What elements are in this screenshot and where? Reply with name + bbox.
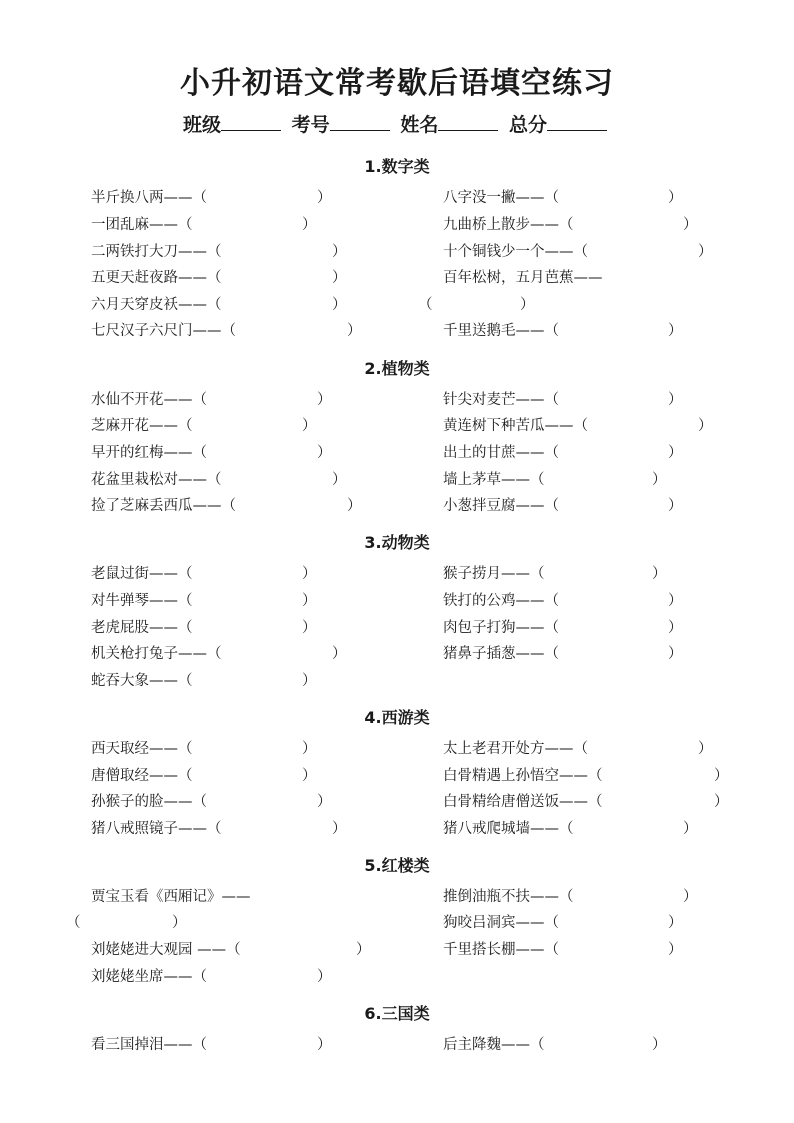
student-info-line [0,110,794,137]
proverb-item: 半斤换八两——（ [91,190,207,206]
proverb-item: 白骨精遇上孙悟空——（ [443,768,603,784]
score-label: 总分 [508,114,547,136]
section-heading-three-kingdoms: 6.三国类 [364,1004,430,1023]
paren-close: ） [317,794,332,810]
proverb-item: 小葱拌豆腐——（ [443,498,559,514]
proverb-item: 九曲桥上散步——（ [443,217,574,233]
proverb-item: 看三国掉泪——（ [91,1037,207,1053]
paren-close: ） [317,1037,332,1053]
paren-close: ） [698,244,713,260]
paren-close: ） [652,1037,667,1053]
proverb-item: 后主降魏——（ [443,1037,545,1053]
paren-close: ） [302,673,317,689]
proverb-item: 刘姥姥坐席——（ [91,969,207,985]
proverb-item: 机关枪打兔子——（ [91,646,222,662]
section-heading-journey-west: 4.西游类 [364,708,430,727]
name-blank[interactable] [438,112,498,131]
proverb-item: 贾宝玉看《西厢记》—— [91,889,251,905]
paren-close: ） [332,270,347,286]
paren-close: ） [302,620,317,636]
paren-close: ） [683,889,698,905]
paren-open: （ [66,915,81,931]
proverb-item: 芝麻开花——（ [91,418,193,434]
paren-open: （ [418,297,433,313]
page-title: 小升初语文常考歇后语填空练习 [180,66,614,101]
paren-close: ） [668,915,683,931]
proverb-item: 老鼠过街——（ [91,566,193,582]
proverb-item: 狗咬吕洞宾——（ [443,915,559,931]
paren-close: ） [520,297,535,313]
section-heading-numbers: 1.数字类 [364,157,430,176]
paren-close: ） [317,969,332,985]
paren-close: ） [317,392,332,408]
proverb-item: 猪鼻子插葱——（ [443,646,559,662]
section-heading-red-chamber: 5.红楼类 [364,856,430,875]
proverb-item: 肉包子打狗——（ [443,620,559,636]
paren-close: ） [302,217,317,233]
paren-close: ） [714,768,729,784]
proverb-item: 六月天穿皮袄——（ [91,297,222,313]
paren-close: ） [652,566,667,582]
paren-close: ） [668,646,683,662]
paren-close: ） [302,418,317,434]
paren-close: ） [714,794,729,810]
paren-close: ） [668,498,683,514]
proverb-item: 猪八戒爬城墙——（ [443,821,574,837]
proverb-item: 刘姥姥进大观园 ——（ [91,942,241,958]
paren-close: ） [302,768,317,784]
proverb-item: 针尖对麦芒——（ [443,392,559,408]
name-label: 姓名 [400,114,439,136]
paren-close: ） [317,190,332,206]
section-heading-plants: 2.植物类 [364,359,430,378]
proverb-item: 千里搭长棚——（ [443,942,559,958]
proverb-item: 铁打的公鸡——（ [443,593,559,609]
paren-close: ） [698,741,713,757]
class-label: 班级 [183,114,222,136]
paren-close: ） [668,620,683,636]
paren-close: ） [668,445,683,461]
paren-close: ） [332,297,347,313]
paren-close: ） [332,646,347,662]
paren-close: ） [668,392,683,408]
class-blank[interactable] [221,112,281,131]
proverb-item: 八字没一撇——（ [443,190,559,206]
number-label: 考号 [291,114,330,136]
paren-close: ） [652,472,667,488]
paren-close: ） [683,217,698,233]
proverb-item: 千里送鹅毛——（ [443,323,559,339]
proverb-item: 推倒油瓶不扶——（ [443,889,574,905]
proverb-item: 捡了芝麻丢西瓜——（ [91,498,236,514]
paren-close: ） [332,821,347,837]
paren-close: ） [317,445,332,461]
proverb-item: 七尺汉子六尺门——（ [91,323,236,339]
paren-close: ） [347,323,362,339]
proverb-item: 孙猴子的脸——（ [91,794,207,810]
proverb-item: 一团乱麻——（ [91,217,193,233]
proverb-item: 白骨精给唐僧送饭——（ [443,794,603,810]
proverb-item: 蛇吞大象——（ [91,673,193,689]
proverb-item: 太上老君开处方——（ [443,741,588,757]
paren-close: ） [347,498,362,514]
paren-close: ） [302,741,317,757]
paren-close: ） [302,593,317,609]
paren-close: ） [332,244,347,260]
proverb-item: 百年松树，五月芭蕉—— [443,270,603,286]
proverb-item: 花盆里栽松对——（ [91,472,222,488]
section-heading-animals: 3.动物类 [364,533,430,552]
paren-close: ） [668,190,683,206]
proverb-item: 老虎屁股——（ [91,620,193,636]
proverb-item: 墙上茅草——（ [443,472,545,488]
paren-close: ） [668,323,683,339]
proverb-item: 猴子捞月——（ [443,566,545,582]
proverb-item: 十个铜钱少一个——（ [443,244,588,260]
proverb-item: 对牛弹琴——（ [91,593,193,609]
paren-close: ） [668,942,683,958]
proverb-item: 猪八戒照镜子——（ [91,821,222,837]
proverb-item: 早开的红梅——（ [91,445,207,461]
number-blank[interactable] [330,112,390,131]
paren-close: ） [172,915,187,931]
proverb-item: 出土的甘蔗——（ [443,445,559,461]
paren-close: ） [683,821,698,837]
paren-close: ） [356,942,371,958]
proverb-item: 二两铁打大刀——（ [91,244,222,260]
proverb-item: 水仙不开花——（ [91,392,207,408]
proverb-item: 五更天赶夜路——（ [91,270,222,286]
paren-close: ） [668,593,683,609]
score-blank[interactable] [547,112,607,131]
proverb-item: 西天取经——（ [91,741,193,757]
paren-close: ） [332,472,347,488]
paren-close: ） [302,566,317,582]
proverb-item: 黄连树下种苦瓜——（ [443,418,588,434]
proverb-item: 唐僧取经——（ [91,768,193,784]
paren-close: ） [698,418,713,434]
